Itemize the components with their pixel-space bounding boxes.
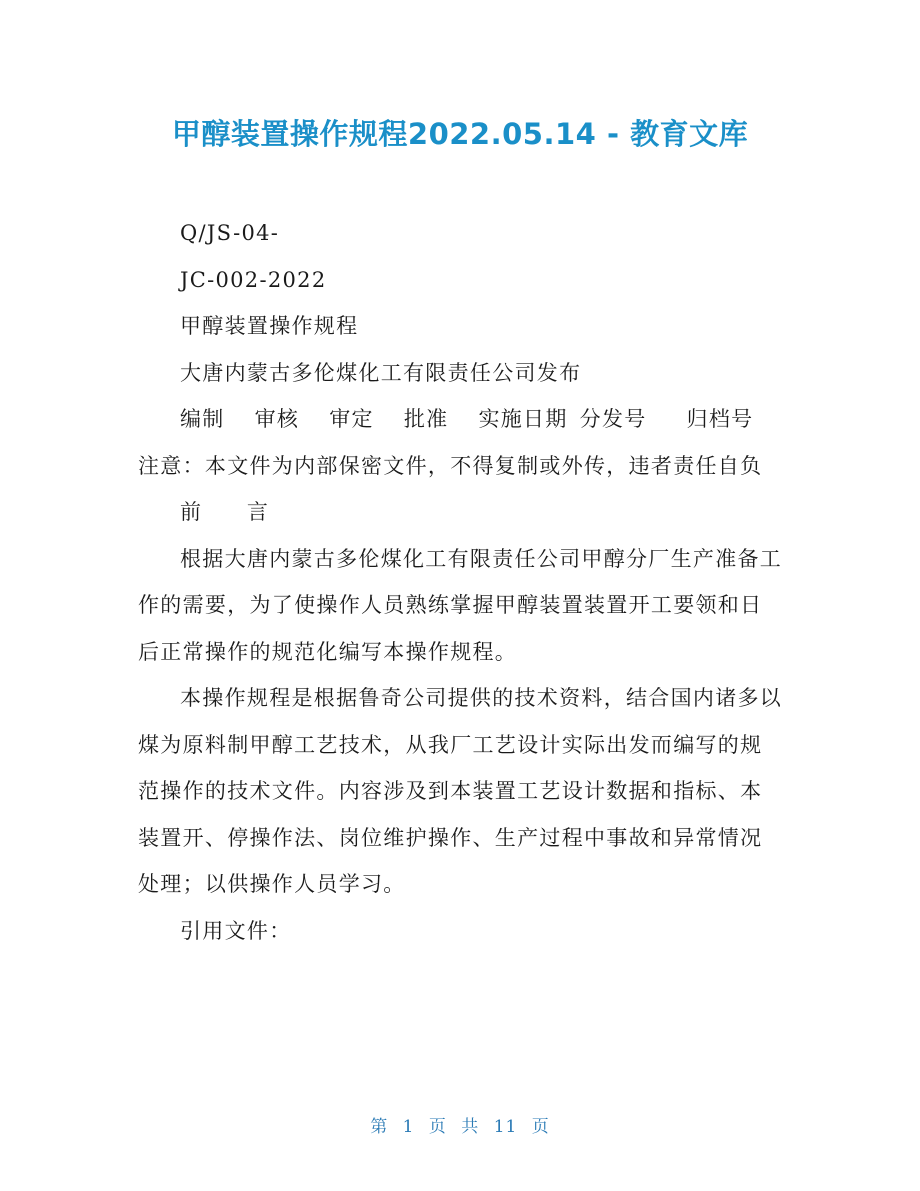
preface-heading: 前 言 (180, 500, 270, 524)
doc-name-line: 甲醇装置操作规程 (180, 314, 359, 338)
footer-label-pre: 第 (370, 1117, 389, 1137)
footer-page-number: 1 (402, 1117, 415, 1137)
approval-field-verify: 审定 (329, 407, 374, 431)
references-heading: 引用文件： (180, 918, 292, 943)
footer-label-post: 页 (531, 1117, 550, 1137)
approval-field-approve: 批准 (403, 407, 449, 431)
document-title: 甲醇装置操作规程2022.05.14 - 教育文库 (171, 117, 749, 151)
doc-code-line-2: JC-002-2022 (180, 267, 327, 292)
footer-label-mid2: 共 (461, 1117, 480, 1137)
approval-field-review: 审核 (254, 407, 300, 431)
preface-paragraph-2: 本操作规程是根据鲁奇公司提供的技术资料，结合国内诸多以煤为原料制甲醇工艺技术，从我厂工艺设计实际出发而编写的规范操作的技术文件。内容涉及到本装置工艺设计数据和指标、本装置开、停操作法、岗位维护操作、生产过程中事故和异常情况处理；以供操作人员学习。 (138, 686, 783, 896)
confidential-notice: 注意：本文件为内部保密文件，不得复制或外传，违者责任自负 (138, 453, 763, 478)
approval-field-distribution-no: 分发号 (579, 407, 647, 431)
document-body (138, 210, 784, 954)
preface-paragraph-1: 根据大唐内蒙古多伦煤化工有限责任公司甲醇分厂生产准备工作的需要，为了使操作人员熟练掌握甲醇装置装置开工要领和日后正常操作的规范化编写本操作规程。 (138, 546, 783, 664)
approval-field-compile: 编制 (180, 407, 225, 431)
approval-field-effective-date: 实施日期 (478, 407, 568, 431)
approval-fields-row (138, 396, 784, 443)
doc-code-line-1: Q/JS-04- (180, 221, 280, 245)
approval-field-archive-no: 归档号 (686, 407, 754, 431)
publisher-line: 大唐内蒙古多伦煤化工有限责任公司发布 (180, 360, 582, 385)
footer-label-mid1: 页 (428, 1117, 447, 1137)
page-footer (0, 1112, 920, 1137)
footer-total-pages: 11 (493, 1117, 518, 1137)
